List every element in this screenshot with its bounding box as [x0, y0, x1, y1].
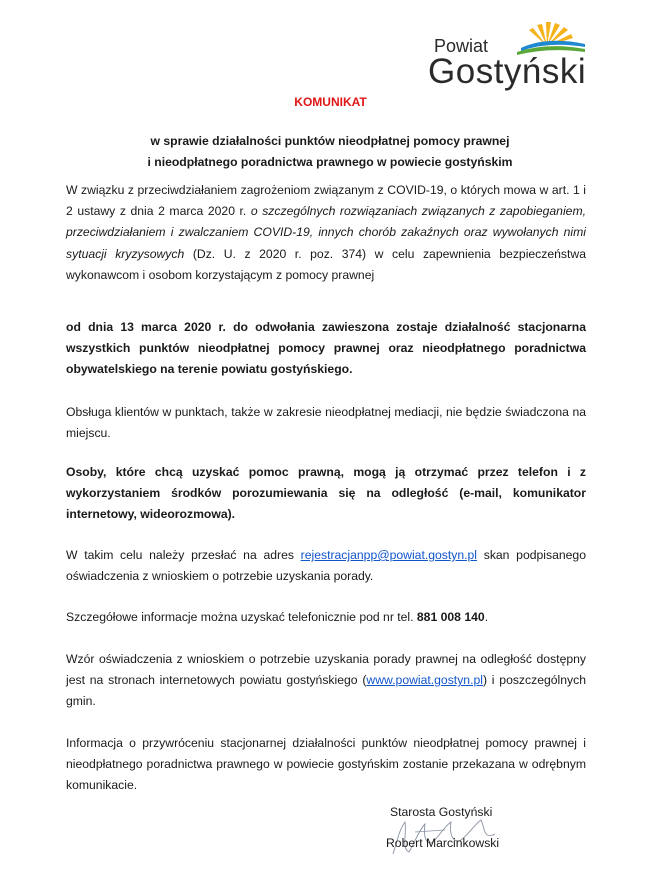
intro-text-start: W związku z przeciwdziałaniem zagrożeniom związanym z COVID-19, o których mowa w art. 1 i 2 ustawy z dnia 2 marca 2020 r.	[66, 183, 586, 219]
form-text-before: Wzór oświadczenia z wnioskiem o potrzebie uzyskania porady prawnej na odległość dostępny jest na stronach internetowych powiatu gostyńskiego (	[66, 652, 586, 688]
email-text-after: skan podpisanego oświadczenia z wnioskiem o potrzebie uzyskania porady.	[66, 548, 586, 584]
subtitle-line-2: i nieodpłatnego poradnictwa prawnego w powiecie gostyńskim	[147, 155, 513, 169]
sunrise-logo-icon	[507, 22, 587, 56]
paragraph-remote-help: Osoby, które chcą uzyskać pomoc prawną, mogą ją otrzymać przez telefon i z wykorzystaniem środków porozumiewania się na odległość (e-mail, komunikator internetowy, wideorozmowa).	[66, 465, 586, 522]
intro-act-title: o szczególnych rozwiązaniach związanych z zapobieganiem, przeciwdziałaniem i zwalczaniem COVID-19, innych chorób zakaźnych oraz wywołanych nimi sytuacji kryzysowych	[66, 204, 586, 261]
signature-name: Robert Marcinkowski	[386, 836, 500, 850]
paragraph-form	[66, 649, 586, 713]
signature-title: Starosta Gostyński	[390, 805, 493, 819]
paragraph-suspension: od dnia 13 marca 2020 r. do odwołania zawieszona zostaje działalność stacjonarna wszystkich punktów nieodpłatnej pomocy prawnej oraz nieodpłatnego poradnictwa obywatelskiego na terenie powiatu gostyńskiego.	[66, 320, 586, 377]
email-text-before: W takim celu należy przesłać na adres	[66, 548, 301, 562]
paragraph-intro	[66, 180, 586, 286]
logo-text-powiat: Powiat	[434, 36, 489, 56]
document-heading: KOMUNIKAT	[294, 95, 367, 109]
paragraph-service: Obsługa klientów w punktach, także w zakresie nieodpłatnej mediacji, nie będzie świadczona na miejscu.	[66, 405, 586, 441]
email-link[interactable]: rejestracjanpp@powiat.gostyn.pl	[300, 548, 477, 562]
document-subtitle	[60, 131, 600, 173]
phone-text-after: .	[484, 610, 489, 624]
paragraph-email	[66, 545, 586, 587]
paragraph-phone	[66, 607, 586, 628]
subtitle-line-1: w sprawie działalności punktów nieodpłatnej pomocy prawnej	[150, 134, 510, 148]
intro-text-end: (Dz. U. z 2020 r. poz. 374) w celu zapewnienia bezpieczeństwa wykonawcom i osobom korzystającym z pomocy prawnej	[66, 246, 586, 282]
website-link[interactable]: www.powiat.gostyn.pl	[366, 673, 483, 688]
phone-number: 881 008 140	[416, 610, 485, 624]
form-text-after: ) i poszczególnych gmin.	[66, 673, 587, 709]
paragraph-closing: Informacja o przywróceniu stacjonarnej działalności punktów nieodpłatnej pomocy prawnej i nieodpłatnego poradnictwa prawnego w powiecie gostyńskim zostanie przekazana w odrębnym komunikacie.	[66, 736, 586, 793]
powiat-gostynski-logo	[425, 22, 595, 94]
logo-text-gostynski: Gostyński	[428, 52, 587, 91]
phone-text-before: Szczegółowe informacje można uzyskać telefonicznie pod nr tel.	[66, 610, 417, 624]
